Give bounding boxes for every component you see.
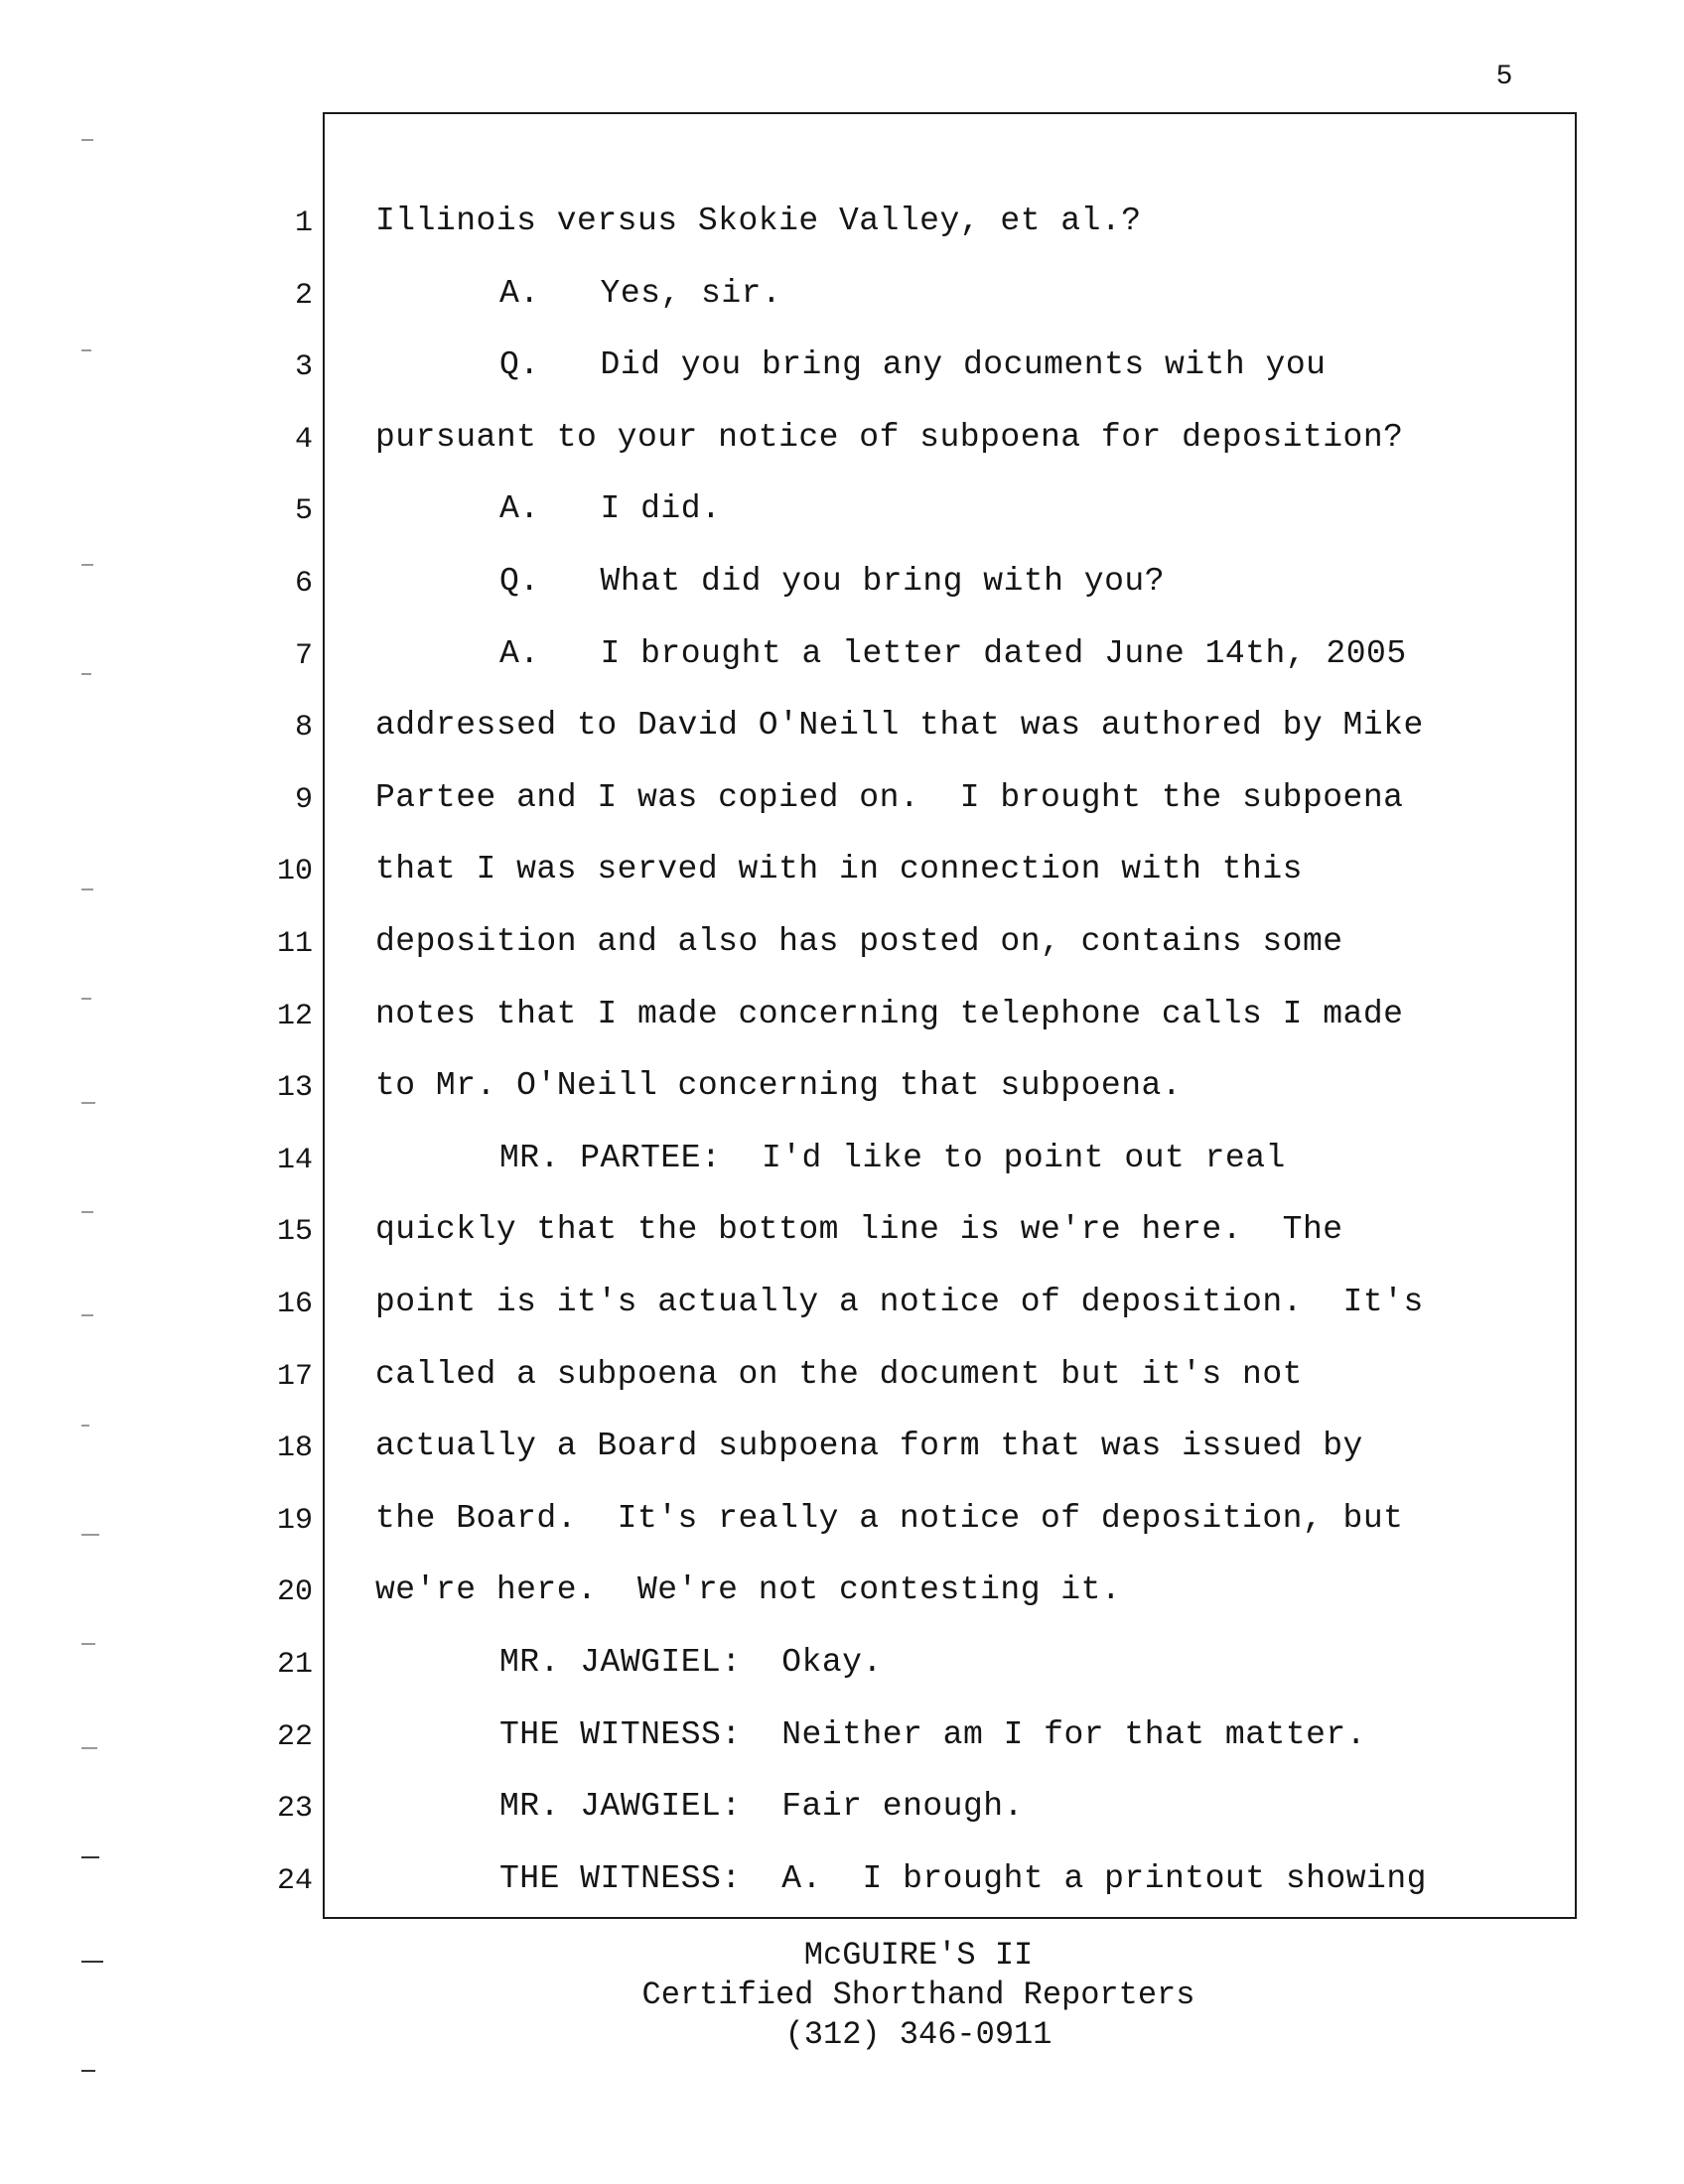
line-number: 15	[276, 1215, 313, 1249]
transcript-line: Q. What did you bring with you?	[499, 563, 1166, 600]
margin-tick	[81, 1856, 99, 1858]
line-number: 14	[276, 1144, 313, 1177]
margin-tick	[81, 998, 91, 1000]
transcript-line: the Board. It's really a notice of deposition, but	[375, 1500, 1404, 1537]
transcript-line: to Mr. O'Neill concerning that subpoena.	[375, 1067, 1183, 1104]
line-number: 2	[294, 279, 313, 313]
transcript-line: A. I brought a letter dated June 14th, 2005	[499, 635, 1407, 672]
line-number: 6	[294, 567, 313, 601]
line-number: 20	[276, 1575, 313, 1609]
line-number: 24	[276, 1864, 313, 1898]
transcript-line: THE WITNESS: A. I brought a printout showing	[499, 1860, 1427, 1897]
margin-tick	[81, 564, 93, 566]
margin-tick	[81, 1211, 93, 1213]
line-number: 3	[294, 350, 313, 384]
margin-tick	[81, 2070, 95, 2072]
line-number: 7	[294, 639, 313, 673]
margin-tick	[81, 349, 91, 351]
transcript-line: actually a Board subpoena form that was issued by	[375, 1428, 1363, 1464]
margin-tick	[81, 1314, 93, 1316]
line-number: 11	[276, 927, 313, 961]
margin-tick	[81, 1534, 99, 1536]
line-number: 17	[276, 1360, 313, 1394]
transcript-line: that I was served with in connection with this	[375, 851, 1303, 887]
page-number: 5	[1495, 62, 1513, 92]
reporter-title: Certified Shorthand Reporters	[641, 1977, 1195, 2013]
transcript-line: A. Yes, sir.	[499, 275, 782, 312]
transcript-line: we're here. We're not contesting it.	[375, 1571, 1122, 1608]
line-number: 21	[276, 1648, 313, 1682]
margin-tick	[81, 673, 91, 675]
transcript-line: notes that I made concerning telephone calls I made	[375, 996, 1404, 1032]
transcript-line: MR. JAWGIEL: Fair enough.	[499, 1788, 1024, 1825]
line-number: 18	[276, 1432, 313, 1465]
margin-tick	[81, 888, 93, 890]
line-number: 13	[276, 1071, 313, 1105]
transcript-line: Partee and I was copied on. I brought the subpoena	[375, 779, 1404, 816]
line-number: 12	[276, 1000, 313, 1033]
transcript-line: Q. Did you bring any documents with you	[499, 346, 1327, 383]
transcript-line: addressed to David O'Neill that was authored by Mike	[375, 707, 1424, 744]
reporter-phone: (312) 346-0911	[784, 2016, 1052, 2053]
transcript-line: quickly that the bottom line is we're here. The	[375, 1211, 1343, 1248]
footer	[0, 1936, 1684, 2055]
transcript-line: Illinois versus Skokie Valley, et al.?	[375, 203, 1142, 239]
line-number: 22	[276, 1720, 313, 1754]
line-number: 8	[294, 711, 313, 745]
margin-tick	[81, 1643, 95, 1645]
line-number: 16	[276, 1288, 313, 1321]
line-number: 10	[276, 855, 313, 888]
line-number: 1	[294, 206, 313, 240]
line-number: 4	[294, 423, 313, 457]
transcript-line: MR. PARTEE: I'd like to point out real	[499, 1140, 1286, 1176]
line-number: 9	[294, 783, 313, 817]
margin-tick	[81, 1747, 97, 1749]
margin-tick	[81, 139, 93, 141]
line-number: 19	[276, 1504, 313, 1538]
transcript-line: A. I did.	[499, 490, 722, 527]
transcript-line: point is it's actually a notice of deposition. It's	[375, 1284, 1424, 1320]
transcript-line: pursuant to your notice of subpoena for deposition?	[375, 419, 1404, 456]
reporter-name: McGUIRE'S II	[803, 1937, 1034, 1974]
transcript-line: called a subpoena on the document but it's not	[375, 1356, 1303, 1393]
transcript-line: THE WITNESS: Neither am I for that matter.	[499, 1716, 1367, 1753]
margin-tick	[81, 1425, 89, 1427]
transcript-line: MR. JAWGIEL: Okay.	[499, 1644, 883, 1681]
line-number: 23	[276, 1792, 313, 1826]
line-number: 5	[294, 494, 313, 528]
transcript-line: deposition and also has posted on, contains some	[375, 923, 1343, 960]
margin-tick	[81, 1102, 95, 1104]
